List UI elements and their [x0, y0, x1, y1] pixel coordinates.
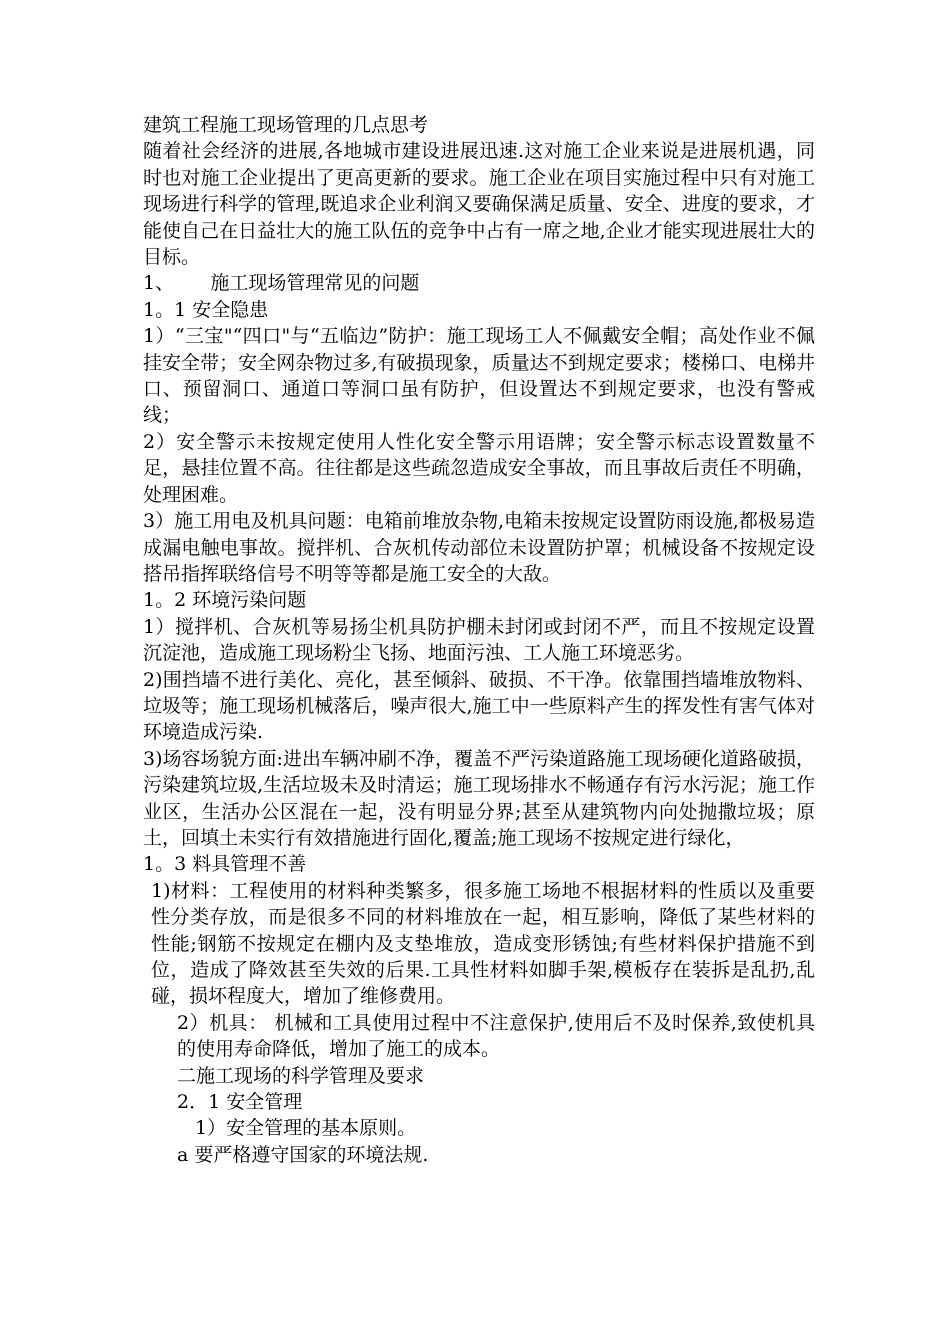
paragraph-1-2-2: 2)围挡墙不进行美化、亮化，甚至倾斜、破损、不干净。依靠围挡墙堆放物料、垃圾等；施工现场机械落后，噪声很大,施工中一些原料产生的挥发性有害气体对环境造成污染. — [143, 668, 815, 744]
subsection-2-1-item-1: 1）安全管理的基本原则。 — [195, 1117, 417, 1140]
subsection-1-3-heading: 1。3 料具管理不善 — [143, 853, 307, 876]
paragraph-1-2-1: 1）搅拌机、合灰机等易扬尘机具防护棚未封闭或封闭不严，而且不按规定设置沉淀池，造成施工现场粉尘飞扬、地面污浊、工人施工环境恶劣。 — [143, 615, 815, 665]
paragraph-1-3-2: 2）机具： 机械和工具使用过程中不注意保护,使用后不及时保养,致使机具的使用寿命降低，增加了施工的成本。 — [177, 1011, 815, 1061]
document-page — [143, 112, 815, 1168]
paragraph-1-3-1: 1)材料：工程使用的材料种类繁多，很多施工场地不根据材料的性质以及重要性分类存放，而是很多不同的材料堆放在一起，相互影响，降低了某些材料的性能;钢筋不按规定在棚内及支垫堆放，造成变形锈蚀;有些材料保护措施不到位，造成了降效甚至失效的后果.工具性材料如脚手架,模板存在装拆是乱扔,乱碰，损坏程度大，增加了维修费用。 — [151, 879, 815, 1008]
subsection-1-2-heading: 1。2 环境污染问题 — [143, 589, 307, 612]
subsection-2-1-item-a: a 要严格遵守国家的环境法规. — [177, 1143, 429, 1166]
paragraph-1-1-1: 1）“三宝"“四口"与“五临边”防护：施工现场工人不佩戴安全帽；高处作业不佩挂安全带；安全网杂物过多,有破损现象，质量达不到规定要求；楼梯口、电梯井口、预留洞口、通道口等洞口虽有防护，但设置达不到规定要求，也没有警戒线； — [143, 325, 815, 427]
paragraph-1-1-2: 2）安全警示未按规定使用人性化安全警示用语牌；安全警示标志设置数量不足，悬挂位置不高。往往都是这些疏忽造成安全事故，而且事故后责任不明确，处理困难。 — [143, 430, 815, 506]
section-2-heading: 二施工现场的科学管理及要求 — [177, 1064, 425, 1087]
document-title: 建筑工程施工现场管理的几点思考 — [143, 114, 429, 136]
section-1-heading: 1、 施工现场管理常见的问题 — [143, 272, 420, 295]
subsection-2-1-heading: 2．1 安全管理 — [177, 1091, 303, 1114]
paragraph-1-2-3: 3)场容场貌方面:进出车辆冲刷不净，覆盖不严污染道路施工现场硬化道路破损，污染建筑垃圾,生活垃圾未及时清运；施工现场排水不畅通存有污水污泥；施工作业区，生活办公区混在一起，没有明显分界;甚至从建筑物内向处抛撒垃圾；原土，回填土未实行有效措施进行固化,覆盖;施工现场不按规定进行绿化， — [143, 747, 815, 849]
paragraph-1-1-3: 3）施工用电及机具问题：电箱前堆放杂物,电箱未按规定设置防雨设施,都极易造成漏电触电事故。搅拌机、合灰机传动部位未设置防护罩；机械设备不按规定设搭吊指挥联络信号不明等等都是施工安全的大敌。 — [143, 510, 815, 585]
intro-paragraph: 随着社会经济的进展,各地城市建设进展迅速.这对施工企业来说是进展机遇，同时也对施工企业提出了更高更新的要求。施工企业在项目实施过程中只有对施工现场进行科学的管理,既追求企业利润又要确保满足质量、安全、进度的要求，才能使自己在日益壮大的施工队伍的竞争中占有一席之地,企业才能实现进展壮大的目标。 — [143, 140, 815, 269]
subsection-1-1-heading: 1。1 安全隐患 — [143, 298, 269, 321]
